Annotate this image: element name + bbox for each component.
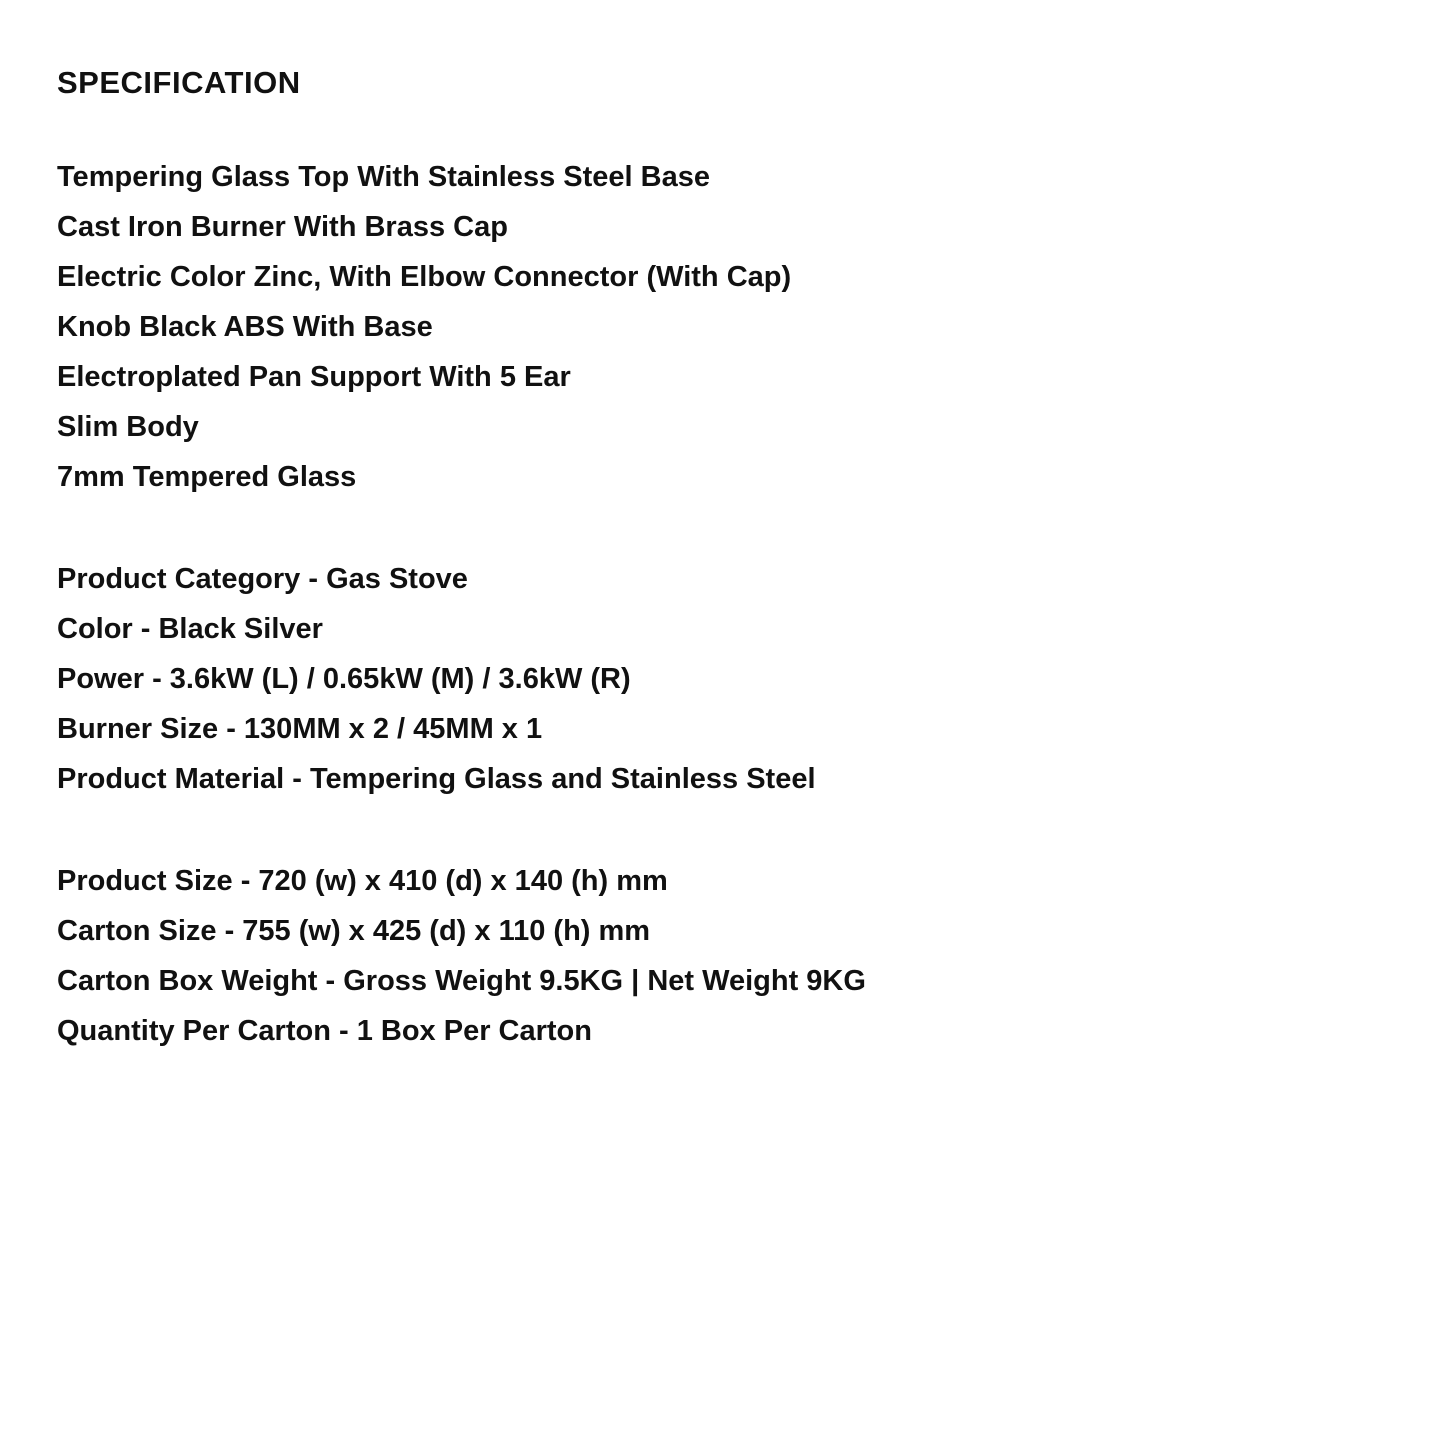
features-list [57, 152, 1384, 502]
list-item: Product Category - Gas Stove [57, 563, 468, 596]
list-item: Product Size - 720 (w) x 410 (d) x 140 (h) mm [57, 865, 668, 898]
list-item: Burner Size - 130MM x 2 / 45MM x 1 [57, 713, 543, 746]
list-item: Carton Box Weight - Gross Weight 9.5KG | Net Weight 9KG [57, 965, 866, 998]
list-item: Electric Color Zinc, With Elbow Connector (With Cap) [57, 261, 792, 294]
list-item: Carton Size - 755 (w) x 425 (d) x 110 (h) mm [57, 915, 651, 948]
list-item: Power - 3.6kW (L) / 0.65kW (M) / 3.6kW (R) [57, 663, 631, 696]
list-item: Electroplated Pan Support With 5 Ear [57, 361, 571, 394]
page-title: SPECIFICATION [57, 65, 301, 100]
list-item: Quantity Per Carton - 1 Box Per Carton [57, 1015, 592, 1048]
list-item: 7mm Tempered Glass [57, 461, 357, 494]
list-item: Slim Body [57, 411, 199, 444]
list-item: Product Material - Tempering Glass and Stainless Steel [57, 763, 816, 796]
list-item: Cast Iron Burner With Brass Cap [57, 211, 508, 244]
list-item: Color - Black Silver [57, 613, 323, 646]
list-item: Knob Black ABS With Base [57, 311, 433, 344]
list-item: Tempering Glass Top With Stainless Steel Base [57, 161, 710, 194]
packaging-list [57, 856, 1384, 1056]
attributes-list [57, 554, 1384, 804]
